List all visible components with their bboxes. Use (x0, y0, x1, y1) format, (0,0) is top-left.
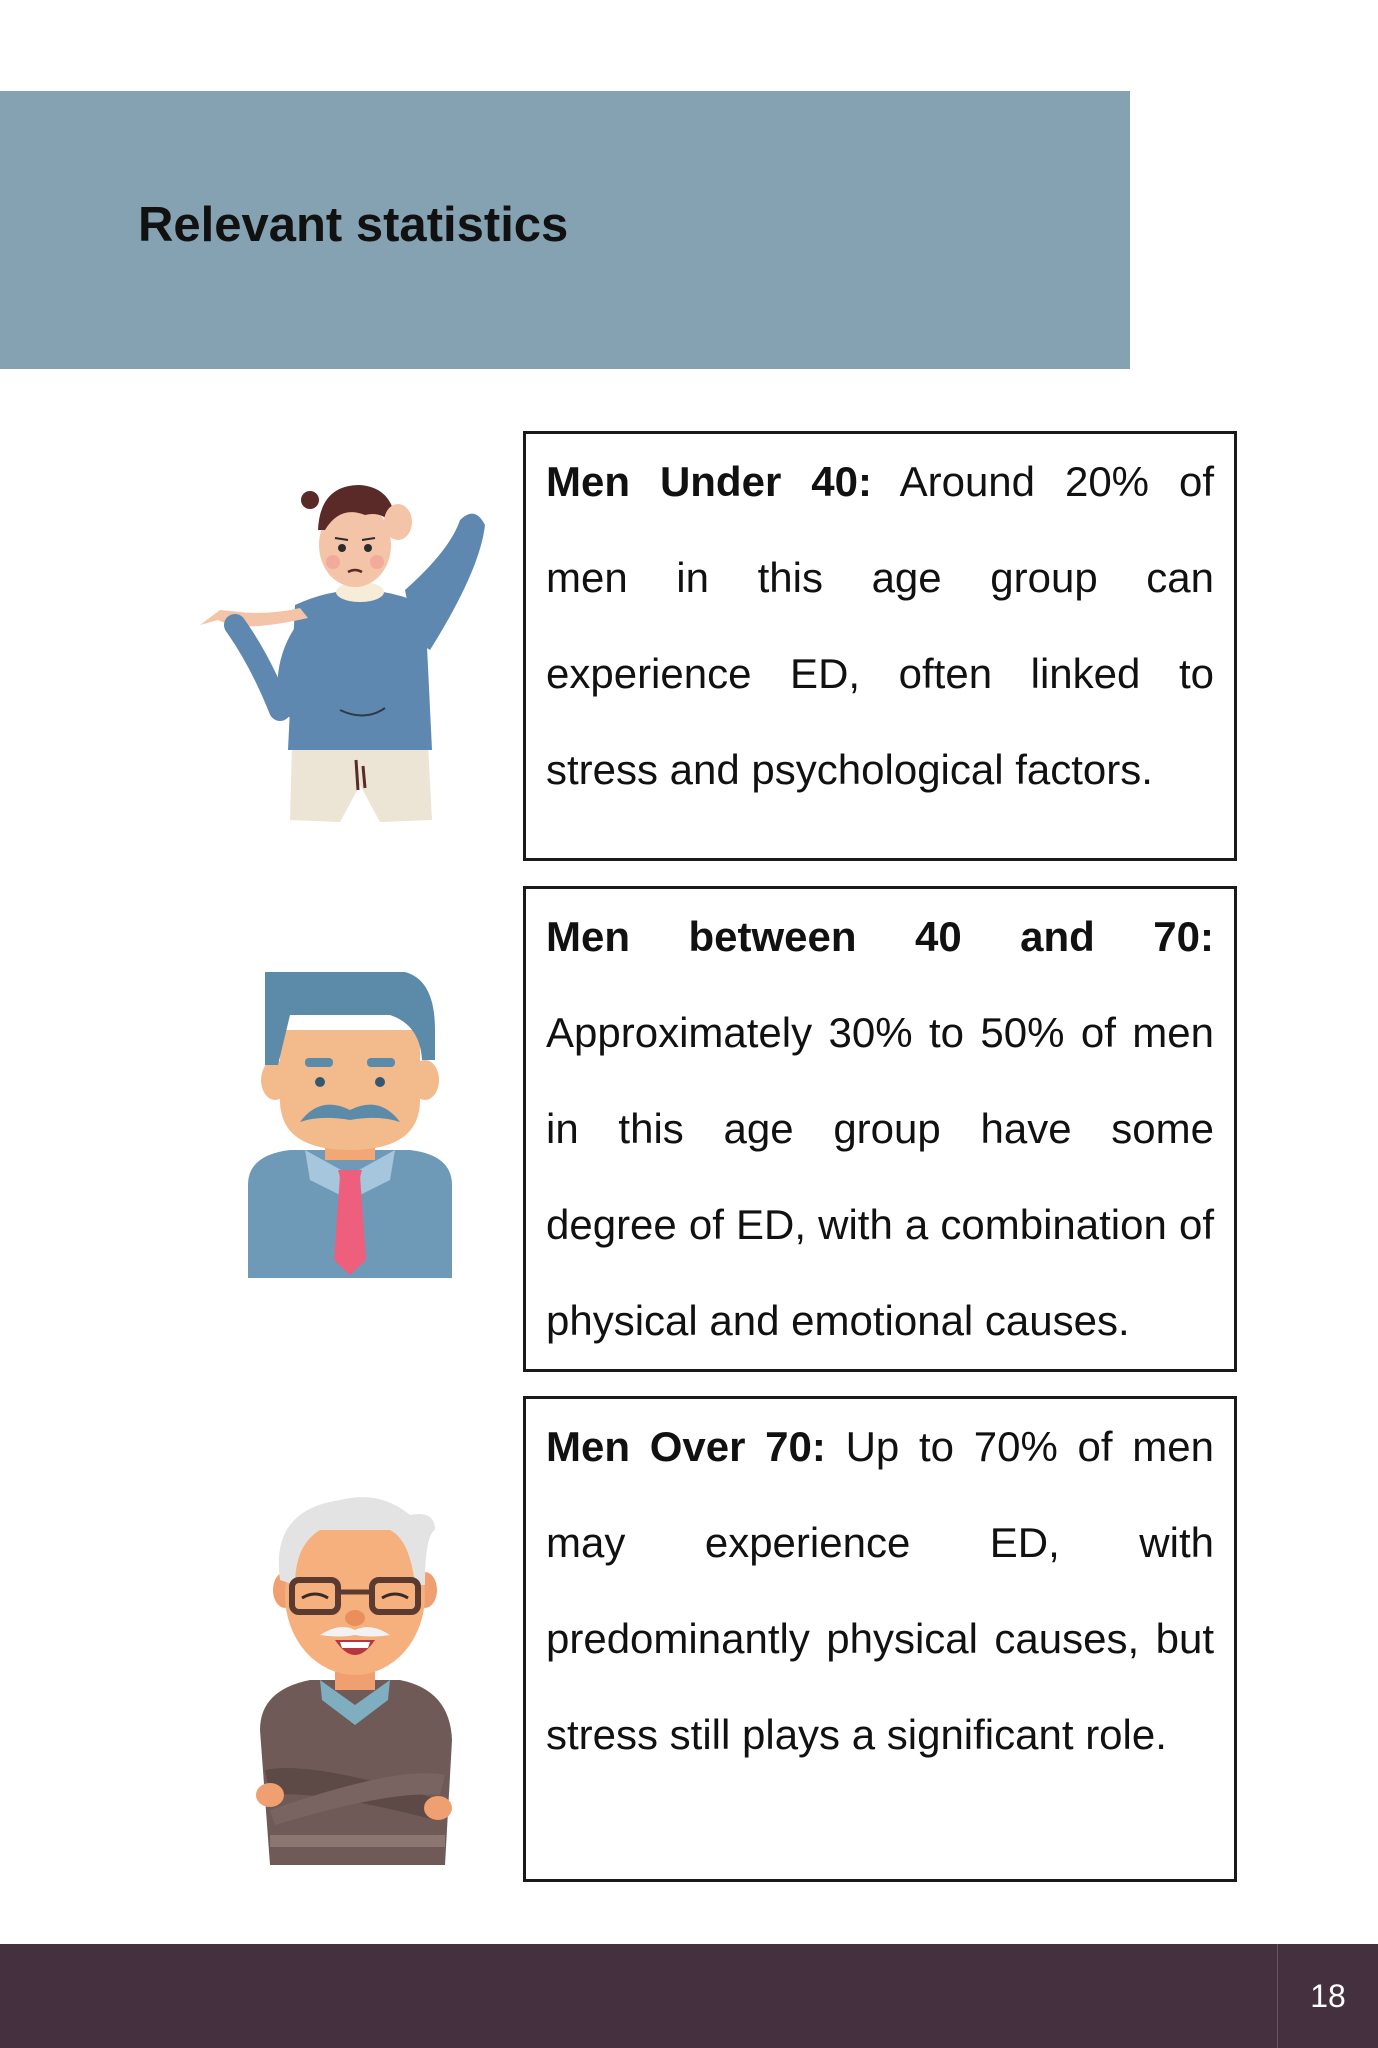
stat-label-under-40: Men Under 40: (546, 458, 872, 505)
stat-body-40-to-70: Approximately 30% to 50% of men in this age group have some degree of ED, with a combination of physical and emotional causes. (546, 1009, 1214, 1344)
stat-body-under-40: Around 20% of men in this age group can experience ED, often linked to stress and psychological factors. (546, 458, 1214, 793)
young-man-thinking-illustration-icon (160, 460, 500, 830)
stat-text-over-70 (546, 1399, 1214, 1783)
middle-aged-man-mustache-illustration-icon (230, 970, 470, 1280)
stat-box-40-to-70 (523, 886, 1237, 1372)
page-number: 18 (1310, 1978, 1346, 2014)
footer-bar (0, 1944, 1378, 2048)
stat-text-40-to-70 (546, 889, 1214, 1369)
stat-label-40-to-70: Men between 40 and 70: (546, 913, 1214, 960)
page-title: Relevant statistics (138, 198, 569, 252)
stat-text-under-40 (546, 434, 1214, 818)
stat-label-over-70: Men Over 70: (546, 1423, 826, 1470)
stat-body-over-70: Up to 70% of men may experience ED, with predominantly physical causes, but stress still plays a significant role. (546, 1423, 1214, 1758)
elderly-man-glasses-illustration-icon (240, 1490, 470, 1870)
stat-box-over-70 (523, 1396, 1237, 1882)
stat-box-under-40 (523, 431, 1237, 861)
